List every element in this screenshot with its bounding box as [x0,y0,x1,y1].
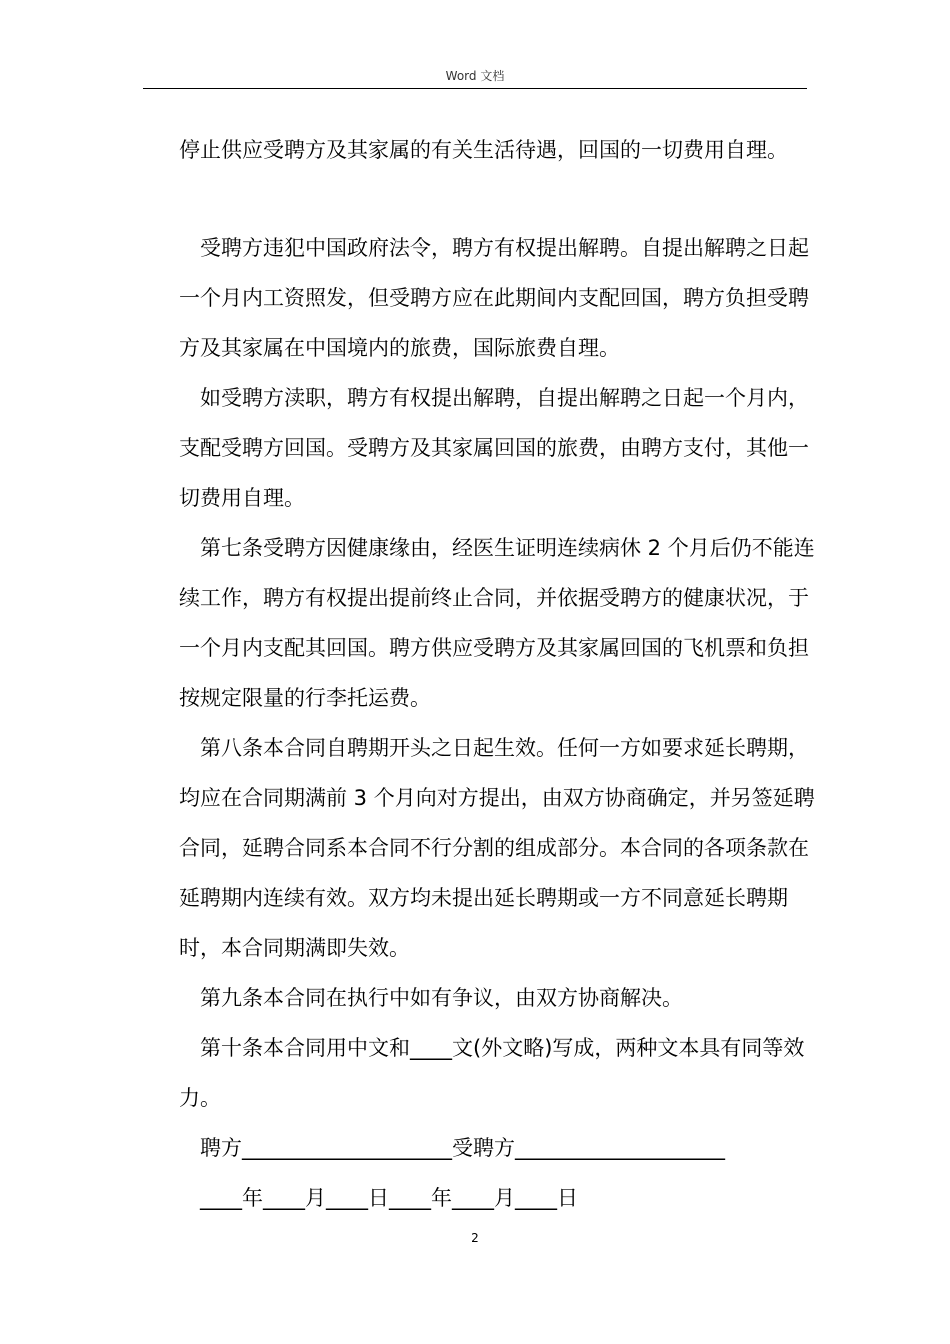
header-title: Word 文档 [445,69,505,83]
document-body [179,125,819,1223]
document-header [143,66,807,89]
paragraph-article-8: 第八条本合同自聘期开头之日起生效。任何一方如要求延长聘期，均应在合同期满前 3 个月向对方提出，由双方协商确定，并另签延聘合同，延聘合同系本合同不行分割的组成部分。本合同的各项条款在延聘期内连续有效。双方均未提出延长聘期或一方不同意延长聘期时，本合同期满即失效。 [179,736,815,960]
paragraph-article-7: 第七条受聘方因健康缘由，经医生证明连续病休 2 个月后仍不能连续工作，聘方有权提出提前终止合同，并依据受聘方的健康状况，于一个月内支配其回国。聘方供应受聘方及其家属回国的飞机票和负担按规定限量的行李托运费。 [179,536,815,710]
page-number: 2 [471,1231,479,1245]
paragraph-gap [179,175,819,223]
paragraph-article-9: 第九条本合同在执行中如有争议，由双方协商解决。 [200,986,683,1010]
paragraph-dismissal-violation: 受聘方违犯中国政府法令，聘方有权提出解聘。自提出解聘之日起一个月内工资照发，但受聘方应在此期间内支配回国，聘方负担受聘方及其家属在中国境内的旅费，国际旅费自理。 [179,236,809,360]
signature-line: 聘方____________________受聘方____________________ [200,1136,725,1160]
paragraph-continuation: 停止供应受聘方及其家属的有关生活待遇，回国的一切费用自理。 [179,138,788,162]
paragraph-dismissal-negligence: 如受聘方渎职，聘方有权提出解聘，自提出解聘之日起一个月内，支配受聘方回国。受聘方及其家属回国的旅费，由聘方支付，其他一切费用自理。 [179,386,809,510]
paragraph-article-10: 第十条本合同用中文和____文(外文略)写成，两种文本具有同等效力。 [179,1036,805,1110]
date-line: ____年____月____日____年____月____日 [200,1186,578,1210]
